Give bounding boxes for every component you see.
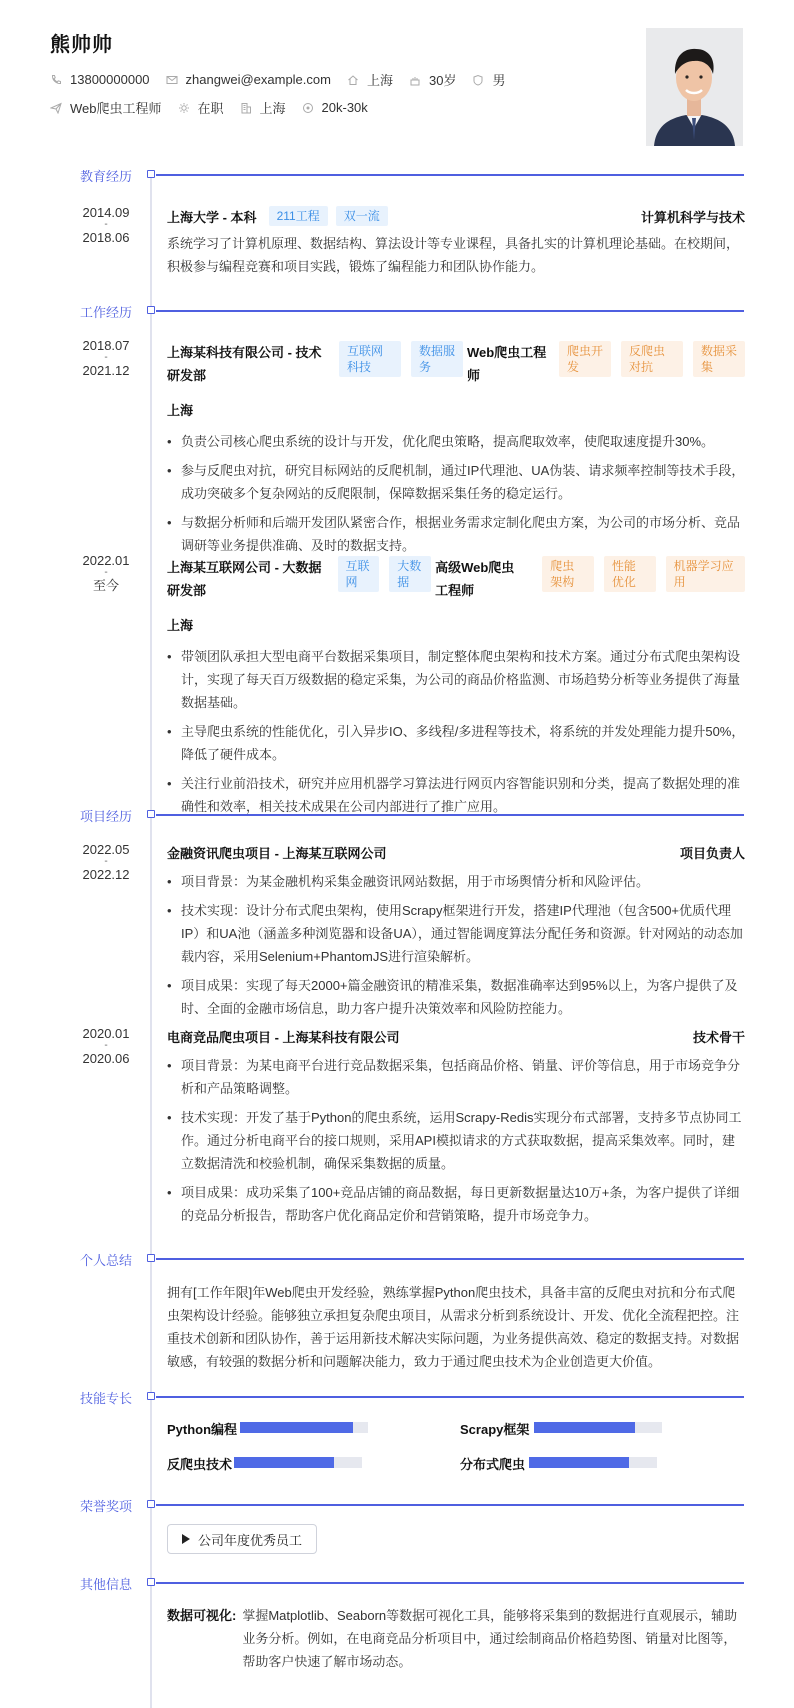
home-icon <box>347 74 359 86</box>
mail-icon <box>166 74 178 86</box>
send-icon <box>50 102 62 114</box>
skill-bar <box>529 1457 657 1468</box>
section-other <box>80 1574 744 1594</box>
timeline-line <box>150 170 152 1708</box>
skill-bar <box>234 1457 362 1468</box>
date-start: 2022.01 <box>82 553 130 568</box>
date-separator: - <box>104 1040 108 1051</box>
section-divider <box>156 1582 744 1584</box>
section-marker <box>147 1500 155 1508</box>
work-bullet: • 主导爬虫系统的性能优化，引入异步IO、多线程/多进程等技术，将系统的并发处理能力提升50%，降低了硬件成本。 <box>167 720 745 766</box>
industry-tag: 大数据 <box>389 556 431 592</box>
company-name: 上海某科技有限公司 - 技术研发部 <box>167 345 322 383</box>
skill-bar-fill <box>240 1422 353 1433</box>
age-icon <box>409 74 421 86</box>
salary-text: 20k-30k <box>321 100 368 115</box>
skill-name: 反爬虫技术 <box>167 1457 233 1472</box>
section-marker <box>147 1254 155 1262</box>
project-bullet: • 项目背景：为某电商平台进行竞品数据采集，包括商品价格、销量、评价等信息，用于市场竞争分析和产品策略调整。 <box>167 1054 745 1100</box>
summary-content <box>167 1281 745 1373</box>
school-name: 上海大学 - 本科 <box>167 209 257 225</box>
section-divider <box>156 310 744 312</box>
phone-text: 13800000000 <box>70 72 150 87</box>
skill-bar-fill <box>234 1457 334 1468</box>
industry-tag: 互联网 <box>338 556 380 592</box>
date-separator: - <box>104 856 108 867</box>
work-bullet: • 与数据分析师和后端开发团队紧密合作，根据业务需求定制化爬虫方案，为公司的市场分析、竞品调研等业务提供准确、及时的数据支持。 <box>167 511 745 557</box>
play-icon <box>182 1534 190 1544</box>
work-bullet: • 负责公司核心爬虫系统的设计与开发，优化爬虫策略，提高爬取效率，使爬取速度提升30%。 <box>167 430 745 453</box>
work-date <box>76 337 136 379</box>
candidate-name: 熊帅帅 <box>50 34 113 56</box>
project-role: 技术骨干 <box>692 1030 745 1045</box>
project-bullet: • 技术实现：设计分布式爬虫架构，使用Scrapy框架进行开发，搭建IP代理池（包含500+优质代理IP）和UA池（涵盖多种浏览器和设备UA），通过智能调度算法分配任务和资源。针对网站的动态加载内容，采用Selenium+PhantomJS进行渲染解析。 <box>167 899 745 968</box>
date-end: 2022.12 <box>82 867 130 882</box>
education-tag: 双一流 <box>336 206 388 226</box>
section-divider <box>156 174 744 176</box>
job-row <box>50 98 384 117</box>
section-title-education: 教育经历 <box>80 169 133 184</box>
status-item <box>178 98 224 117</box>
date-separator: - <box>104 567 108 578</box>
skill-name: Python编程 <box>167 1422 238 1437</box>
other-text: 掌握Matplotlib、Seaborn等数据可视化工具，能够将采集到的数据进行直观展示，辅助业务分析。例如，在电商竞品分析项目中，通过绘制商品价格趋势图、销量对比图等，帮助客户快速了解市场动态。 <box>242 1608 738 1669</box>
status-text: 在职 <box>197 101 224 116</box>
skill-bar <box>534 1422 662 1433</box>
project-role: 项目负责人 <box>679 846 745 861</box>
work-entry <box>167 556 745 824</box>
position-name: Web爬虫工程师 <box>467 345 547 383</box>
section-title-summary: 个人总结 <box>80 1253 133 1268</box>
date-start: 2020.01 <box>82 1026 130 1041</box>
salary-item <box>302 100 368 115</box>
position-name: 高级Web爬虫工程师 <box>435 560 515 598</box>
work-bullet: • 参与反爬虫对抗，研究目标网站的反爬机制，通过IP代理池、UA伪装、请求频率控制等技术手段，成功突破多个复杂网站的反爬限制，保障数据采集任务的稳定运行。 <box>167 459 745 505</box>
project-bullet: • 项目背景：为某金融机构采集金融资讯网站数据，用于市场舆情分析和风险评估。 <box>167 870 745 893</box>
skill-tag: 爬虫开发 <box>559 341 611 377</box>
project-bullet: • 技术实现：开发了基于Python的爬虫系统，运用Scrapy-Redis实现分布式部署，支持多节点协同工作。通过分析电商平台的接口规则，采用API模拟请求的方式获取数据，提高采集效率。同时，建立数据清洗和校验机制，确保采集数据的质量。 <box>167 1106 745 1175</box>
status-icon <box>178 102 190 114</box>
section-title-other: 其他信息 <box>80 1577 133 1592</box>
section-education <box>80 166 744 186</box>
project-date <box>76 1025 136 1067</box>
project-date <box>76 841 136 883</box>
salary-icon <box>302 102 314 114</box>
skill-name: Scrapy框架 <box>460 1422 530 1437</box>
section-skills <box>80 1388 744 1408</box>
section-summary <box>80 1250 744 1270</box>
email-text: zhangwei@example.com <box>185 72 331 87</box>
section-projects <box>80 806 744 826</box>
skill-tag: 数据采集 <box>693 341 745 377</box>
section-marker <box>147 1392 155 1400</box>
summary-text: 拥有[工作年限]年Web爬虫开发经验，熟练掌握Python爬虫技术，具备丰富的反爬虫对抗和分布式爬虫架构设计经验。能够独立承担复杂爬虫项目，从需求分析到系统设计、开发、优化全流程把控。注重技术创新和团队协作，善于运用新技术解决实际问题，为业务提供高效、稳定的数据支持。对数据敏感，有较强的数据分析和问题解决能力，致力于通过爬虫技术为企业创造更大价值。 <box>167 1285 740 1369</box>
skill-bar-fill <box>529 1457 629 1468</box>
section-divider <box>156 1396 744 1398</box>
section-marker <box>147 306 155 314</box>
phone-item <box>50 72 150 87</box>
section-title-work: 工作经历 <box>80 305 133 320</box>
education-tag: 211工程 <box>269 206 328 226</box>
date-separator: - <box>104 352 108 363</box>
gender-item <box>472 70 505 89</box>
project-bullet: • 项目成果：实现了每天2000+篇金融资讯的精准采集，数据准确率达到95%以上，为客户提供了及时、全面的金融市场信息，助力客户提升决策效率和风险防控能力。 <box>167 974 745 1020</box>
work-city: 上海 <box>167 403 194 418</box>
contact-row <box>50 70 521 89</box>
date-end: 2021.12 <box>82 363 130 378</box>
gender-text: 男 <box>492 73 506 88</box>
section-marker <box>147 170 155 178</box>
skill-tag: 爬虫架构 <box>542 556 594 592</box>
industry-tag: 互联网科技 <box>339 341 401 377</box>
work-bullet: • 带领团队承担大型电商平台数据采集项目，制定整体爬虫架构和技术方案。通过分布式爬虫架构设计，实现了每天百万级数据的稳定采集，为公司的商品价格监测、市场趋势分析等业务提供了海量数据基础。 <box>167 645 745 714</box>
section-work <box>80 302 744 322</box>
location-text: 上海 <box>366 73 393 88</box>
age-item <box>409 70 456 89</box>
industry-tag: 数据服务 <box>411 341 463 377</box>
project-title: 电商竞品爬虫项目 - 上海某科技有限公司 <box>167 1030 400 1045</box>
job-text: Web爬虫工程师 <box>70 101 162 116</box>
date-start: 2022.05 <box>82 842 130 857</box>
date-end: 2020.06 <box>82 1051 130 1066</box>
project-entry <box>167 843 745 1026</box>
location-item <box>347 70 393 89</box>
building-icon <box>240 102 252 114</box>
major-name: 计算机科学与技术 <box>640 209 745 225</box>
section-divider <box>156 1504 744 1506</box>
city-text: 上海 <box>259 101 286 116</box>
other-content <box>167 1604 745 1673</box>
project-bullet: • 项目成果：成功采集了100+竞品店铺的商品数据，每日更新数据量达10万+条，为客户提供了详细的竞品分析报告，帮助客户优化商品定价和营销策略，提升市场竞争力。 <box>167 1181 745 1227</box>
education-description: 系统学习了计算机原理、数据结构、算法设计等专业课程，具备扎实的计算机理论基础。在校期间，积极参与编程竞赛和项目实践，锻炼了编程能力和团队协作能力。 <box>167 236 740 274</box>
work-bullet: • 关注行业前沿技术，研究并应用机器学习算法进行网页内容智能识别和分类，提高了数据处理的准确性和效率，相关技术成果在公司内部进行了推广应用。 <box>167 772 745 818</box>
skill-tag: 性能优化 <box>604 556 656 592</box>
skill-tag: 反爬虫对抗 <box>621 341 683 377</box>
section-divider <box>156 1258 744 1260</box>
education-date <box>76 204 136 246</box>
gender-icon <box>472 74 484 86</box>
project-entry <box>167 1027 745 1233</box>
section-honors <box>80 1496 744 1516</box>
phone-icon <box>50 74 62 86</box>
profile-photo <box>646 28 743 146</box>
other-label: 数据可视化: <box>167 1608 237 1623</box>
age-text: 30岁 <box>428 73 457 88</box>
education-entry <box>167 206 745 278</box>
date-end: 至今 <box>92 578 119 593</box>
skill-tag: 机器学习应用 <box>666 556 745 592</box>
resume-header <box>50 28 750 148</box>
project-title: 金融资讯爬虫项目 - 上海某互联网公司 <box>167 846 387 861</box>
section-title-projects: 项目经历 <box>80 809 133 824</box>
section-title-honors: 荣誉奖项 <box>80 1499 133 1514</box>
skill-bar <box>240 1422 368 1433</box>
section-divider <box>156 814 744 816</box>
city-item <box>240 98 286 117</box>
work-entry <box>167 341 745 563</box>
skill-bar-fill <box>534 1422 635 1433</box>
date-start: 2018.07 <box>82 338 130 353</box>
honor-badge <box>167 1524 317 1554</box>
work-date <box>76 552 136 594</box>
date-end: 2018.06 <box>82 230 130 245</box>
email-item <box>166 72 331 87</box>
date-separator: - <box>104 219 108 230</box>
job-item <box>50 98 162 117</box>
section-marker <box>147 1578 155 1586</box>
company-name: 上海某互联网公司 - 大数据研发部 <box>167 560 322 598</box>
skill-name: 分布式爬虫 <box>460 1457 526 1472</box>
date-start: 2014.09 <box>82 205 130 220</box>
honor-text: 公司年度优秀员工 <box>198 1532 303 1548</box>
section-title-skills: 技能专长 <box>80 1391 133 1406</box>
section-marker <box>147 810 155 818</box>
work-city: 上海 <box>167 618 194 633</box>
